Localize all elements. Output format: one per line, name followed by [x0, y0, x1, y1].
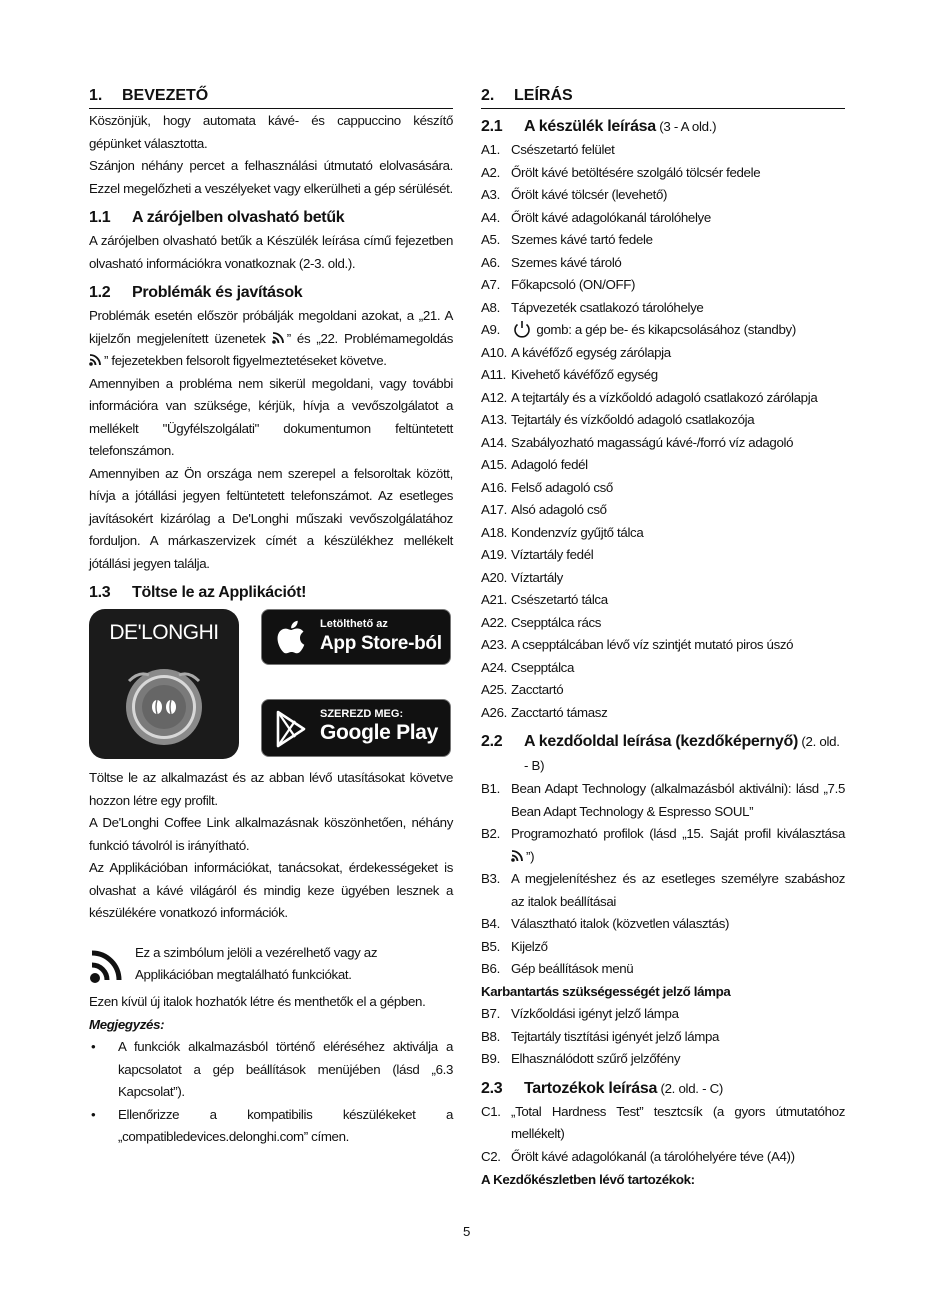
section-2-1-heading	[481, 115, 845, 139]
remote-symbol-legend	[89, 942, 453, 992]
item-text	[511, 184, 845, 207]
list-item	[481, 184, 845, 207]
item-text	[511, 162, 845, 185]
item-code: B2.	[481, 826, 500, 841]
item-text-part: Szemes kávé tartó fedele	[511, 232, 653, 247]
item-text-part: A kávéfőző egység zárólapja	[511, 344, 671, 360]
item-text	[511, 139, 845, 162]
item-text-part: Tejtartály és vízkőoldó adagoló csatlakozója	[511, 412, 755, 427]
app-store-label: App Store-ból	[320, 633, 442, 654]
list-item	[481, 679, 845, 702]
item-text	[511, 544, 845, 567]
item-text	[511, 958, 845, 981]
list-item	[481, 274, 845, 297]
google-play-icon	[274, 709, 310, 749]
section-title: BEVEZETŐ	[122, 87, 209, 104]
list-item	[481, 1101, 845, 1146]
item-text-part: Kivehető kávéfőző egység	[511, 367, 658, 382]
item-text	[511, 207, 845, 230]
item-code: A12.	[481, 389, 507, 405]
item-text	[511, 297, 845, 320]
item-text	[511, 913, 845, 936]
list-item	[481, 1026, 845, 1049]
item-text	[511, 567, 845, 590]
subsection-title: A készülék leírása	[524, 118, 656, 135]
item-text-part: Kijelző	[511, 938, 548, 954]
item-text	[511, 499, 845, 522]
item-text-part: Őrölt kávé tölcsér (levehető)	[511, 187, 668, 202]
subsection-page-ref: (2. old. - C)	[657, 1080, 724, 1096]
intro-paragraph-2: Szánjon néhány percet a felhasználási útmutató elolvasására. Ezzel megelőzheti a veszélyeket vagy elkerülheti a gép sérülését.	[89, 158, 453, 196]
item-text-part: Elhasználódott szűrő jelzőfény	[511, 1051, 681, 1066]
list-item	[481, 319, 845, 342]
list-item	[481, 702, 845, 725]
item-text-part: ”)	[526, 848, 535, 864]
google-play-label: Google Play	[320, 721, 439, 744]
item-text	[511, 1003, 845, 1026]
item-code: B8.	[481, 1028, 500, 1044]
item-text	[511, 936, 845, 959]
power-icon	[511, 320, 533, 338]
item-text-part: Zacctartó támasz	[511, 704, 608, 720]
item-text-part: Kondenzvíz gyűjtő tálca	[511, 524, 644, 540]
item-code: A14.	[481, 434, 507, 450]
item-text	[511, 702, 845, 725]
remote-control-icon	[89, 950, 127, 984]
list-item	[481, 522, 845, 545]
item-code: A20.	[481, 569, 507, 585]
item-code: A1.	[481, 142, 500, 157]
item-text-part: A tejtartály és a vízkőoldó adagoló csatlakozó zárólapja	[511, 389, 818, 405]
item-text-part: Bean Adapt Technology (alkalmazásból aktiválni): lásd „7.5 Bean Adapt Technology & Espresso SOUL”	[511, 781, 845, 819]
item-code: B6.	[481, 961, 500, 976]
item-text-part: Vízkőoldási igényt jelző lámpa	[511, 1006, 679, 1021]
google-play-badge[interactable]	[261, 699, 451, 757]
text-fragment: ” és „22. Problémamegoldás	[286, 330, 453, 346]
item-text-part: Őrölt kávé adagolókanál tárolóhelye	[511, 209, 711, 225]
item-text	[511, 868, 845, 913]
item-code: A15.	[481, 457, 507, 472]
item-code: A9.	[481, 322, 500, 337]
item-text-part: Csepptálca rács	[511, 614, 602, 630]
item-code: A24.	[481, 659, 507, 675]
list-item	[481, 868, 845, 913]
accessories-list	[481, 1101, 845, 1169]
subsection-title: A kezdőoldal leírása (kezdőképernyő)	[524, 733, 799, 750]
subsection-title: Tartozékok leírása	[524, 1079, 658, 1097]
item-code: A4.	[481, 209, 500, 225]
list-item	[481, 544, 845, 567]
item-text-part: Felső adagoló cső	[511, 479, 613, 495]
list-item	[481, 477, 845, 500]
section-1-3-paragraph-2: A De'Longhi Coffee Link alkalmazásnak köszönhetően, néhány funkció távolról is irányítható.	[89, 815, 453, 853]
item-text	[511, 229, 845, 252]
list-item	[481, 499, 845, 522]
item-text-part: Szemes kávé tároló	[511, 254, 622, 270]
item-text-part: Alsó adagoló cső	[511, 502, 607, 517]
remote-control-icon	[89, 353, 104, 366]
item-text-part: Víztartály	[511, 569, 563, 585]
item-text-part: Szabályozható magasságú kávé-/forró víz adagoló	[511, 434, 794, 450]
item-code: C2.	[481, 1148, 501, 1164]
subsection-number: 1.1	[89, 209, 111, 226]
item-code: A17.	[481, 502, 507, 517]
item-code: C1.	[481, 1103, 501, 1119]
remote-control-icon	[272, 331, 287, 344]
remote-symbol-text: Ez a szimbólum jelöli a vezérelhető vagy az Applikációban megtalálható funkciókat.	[135, 944, 378, 982]
item-text-part: A csepptálcában lévő víz szintjét mutató piros úszó	[511, 637, 794, 652]
section-1-3-paragraph-1: Töltse le az alkalmazást és az abban lévő utasításokat követve hozzon létre egy profilt.	[89, 770, 453, 808]
item-code: A10.	[481, 344, 507, 360]
intro-paragraph-1: Köszönjük, hogy automata kávé- és cappuccino készítő gépünket választotta.	[89, 113, 453, 151]
item-text	[511, 823, 845, 868]
list-item	[481, 823, 845, 868]
section-2-3-heading	[481, 1077, 845, 1101]
list-item	[481, 936, 845, 959]
item-code: B7.	[481, 1006, 500, 1021]
item-code: B5.	[481, 938, 500, 954]
list-item	[481, 634, 845, 657]
item-code: B9.	[481, 1051, 500, 1066]
section-1-2-paragraph-1	[89, 305, 453, 373]
page-number: 5	[462, 1224, 471, 1239]
section-1-3-paragraph-4: Ezen kívül új italok hozhatók létre és menthetők el a gépben.	[89, 994, 426, 1009]
item-text-part: Őrölt kávé adagolókanál (a tárolóhelyére téve (A4))	[511, 1148, 795, 1164]
note-bullet-text: Ellenőrizze a kompatibilis készülékeket a „compatibledevices.delonghi.com” címen.	[118, 1106, 453, 1144]
item-code: A11.	[481, 367, 506, 382]
item-text	[511, 477, 845, 500]
list-item	[481, 1048, 845, 1071]
item-text-part: „Total Hardness Test” tesztcsík (a gyors útmutatóhoz mellékelt)	[511, 1103, 845, 1141]
item-code: A7.	[481, 277, 500, 292]
appliance-parts-list	[481, 139, 845, 724]
item-text	[511, 387, 845, 410]
text-fragment: Problémák esetén először próbálják megoldani azokat, a „21. A kijelzőn megjelenített üzenetek	[89, 308, 453, 346]
section-1-2-paragraph-3: Amennyiben az Ön országa nem szerepel a felsoroltak között, hívja a jótállási jegyen feltüntetett telefonszámot. Az esetleges javításokért kizárólag a De'Longhi műszaki vevőszolgálatához forduljon. A márkaszervizek címét a készülékhez mellékelt jótállási jegyen találja.	[89, 465, 453, 571]
item-code: A5.	[481, 232, 500, 247]
coffee-cup-icon	[89, 609, 239, 759]
note-bullet	[89, 1036, 453, 1104]
note-bullet-text: A funkciók alkalmazásból történő eléréséhez aktiválja a kapcsolatot a gép beállítások menüjében (lásd „6.3 Kapcsolat”).	[118, 1039, 453, 1099]
list-item	[481, 162, 845, 185]
subsection-number: 2.3	[481, 1079, 503, 1097]
subsection-title: A zárójelben olvasható betűk	[132, 209, 345, 226]
subsection-number: 2.2	[481, 733, 503, 750]
item-text	[511, 319, 845, 342]
item-text	[511, 522, 845, 545]
item-text-part: Főkapcsoló (ON/OFF)	[511, 277, 636, 292]
section-number: 1.	[89, 87, 103, 104]
bullet-dot: •	[91, 1039, 96, 1054]
list-item	[481, 913, 845, 936]
item-code: A23.	[481, 637, 507, 652]
list-item	[481, 252, 845, 275]
list-item	[481, 657, 845, 680]
remote-symbol-box	[89, 942, 135, 992]
item-code: A2.	[481, 164, 500, 180]
section-1-1-heading	[89, 206, 453, 230]
delonghi-app-icon[interactable]	[89, 609, 239, 759]
note-bullet	[89, 1104, 453, 1149]
item-text	[511, 778, 845, 823]
list-item	[481, 409, 845, 432]
item-code: B1.	[481, 781, 500, 796]
item-text	[511, 409, 845, 432]
list-item	[481, 297, 845, 320]
item-code: B3.	[481, 871, 500, 886]
list-item	[481, 1003, 845, 1026]
section-1-2-heading	[89, 281, 453, 305]
item-text	[511, 1026, 845, 1049]
app-store-badge[interactable]	[261, 609, 451, 665]
subsection-number: 1.2	[89, 284, 111, 301]
right-column	[481, 84, 845, 1192]
item-code: A16.	[481, 479, 507, 495]
item-text-part: Őrölt kávé betöltésére szolgáló tölcsér fedele	[511, 164, 761, 180]
section-1-3-heading	[89, 581, 453, 605]
item-code: A21.	[481, 592, 507, 607]
subsection-number: 1.3	[89, 584, 111, 601]
item-text	[511, 1048, 845, 1071]
home-screen-list	[481, 778, 845, 981]
item-code: A6.	[481, 254, 500, 270]
list-item	[481, 567, 845, 590]
remote-control-icon	[511, 849, 526, 862]
item-code: A19.	[481, 547, 507, 562]
list-item	[481, 342, 845, 365]
subsection-page-ref: (3 - A old.)	[655, 119, 717, 134]
list-item	[481, 229, 845, 252]
list-item	[481, 432, 845, 455]
list-item	[481, 589, 845, 612]
left-column	[89, 84, 453, 1149]
section-1-2-paragraph-2: Amennyiben a probléma nem sikerül megoldani, vagy további információra van szüksége, kérjük, hívja a vevőszolgálatot a mellékelt "Ügyfélszolgálati" dokumentumon feltüntetett telefonszámon.	[89, 375, 453, 458]
starter-kit-heading: A Kezdőkészletben lévő tartozékok:	[481, 1172, 695, 1187]
item-code: A26.	[481, 704, 507, 720]
item-text	[511, 634, 845, 657]
item-text-part: Csepptálca	[511, 659, 575, 675]
list-item	[481, 778, 845, 823]
item-text-part: Választható italok (közvetlen választás)	[511, 916, 730, 931]
list-item	[481, 1146, 845, 1169]
item-text	[511, 657, 845, 680]
app-store-caption: Letölthető az	[320, 618, 388, 630]
item-text	[511, 252, 845, 275]
item-text-part: gomb: a gép be- és kikapcsolásához (standby)	[533, 322, 796, 337]
item-text	[511, 1101, 845, 1146]
maintenance-lamp-list	[481, 1003, 845, 1071]
item-text-part: Víztartály fedél	[511, 547, 594, 562]
item-text	[511, 274, 845, 297]
item-code: A8.	[481, 299, 500, 315]
text-fragment: ” fejezetekben felsorolt figyelmeztetéseket követve.	[104, 353, 387, 368]
item-code: A3.	[481, 187, 500, 202]
item-text	[511, 432, 845, 455]
item-text-part: Zacctartó	[511, 682, 564, 697]
item-text-part: Gép beállítások menü	[511, 961, 634, 976]
section-1-1-text: A zárójelben olvasható betűk a Készülék leírása című fejezetben olvasható információkra vonatkoznak (2-3. old.).	[89, 233, 453, 271]
item-code: A22.	[481, 614, 507, 630]
item-code: A18.	[481, 524, 507, 540]
section-1-heading	[89, 84, 453, 109]
note-label: Megjegyzés:	[89, 1016, 165, 1032]
item-text	[511, 679, 845, 702]
list-item	[481, 958, 845, 981]
section-2-heading	[481, 84, 845, 109]
google-play-caption: SZEREZD MEG:	[320, 708, 404, 720]
item-text	[511, 364, 845, 387]
subsection-title: Töltse le az Applikációt!	[132, 584, 307, 601]
list-item	[481, 207, 845, 230]
item-text-part: Adagoló fedél	[511, 457, 588, 472]
item-text	[511, 342, 845, 365]
lamp-heading: Karbantartás szükségességét jelző lámpa	[481, 983, 731, 999]
item-text-part: A megjelenítéshez és az esetleges személyre szabáshoz az italok beállításai	[511, 871, 845, 909]
item-code: A13.	[481, 412, 507, 427]
list-item	[481, 387, 845, 410]
list-item	[481, 364, 845, 387]
item-code: B4.	[481, 916, 500, 931]
section-2-2-heading	[481, 730, 845, 778]
subsection-number: 2.1	[481, 118, 503, 135]
section-1-3-paragraph-3: Az Applikációban információkat, tanácsokat, érdekességeket is olvashat a kávé világáról és mindig keze ügyében lesznek a készülékére vonatkozó információk.	[89, 860, 453, 920]
item-text-part: Csészetartó felület	[511, 142, 615, 157]
app-download-area	[89, 609, 453, 759]
apple-icon	[276, 617, 310, 657]
item-code: A25.	[481, 682, 507, 697]
item-text	[511, 454, 845, 477]
subsection-page-ref: (2. old. - B)	[524, 734, 840, 773]
app-brand-label: DE'LONGHI	[109, 621, 219, 644]
bullet-dot: •	[91, 1106, 96, 1122]
item-text-part: Programozható profilok (lásd „15. Saját profil kiválasztása	[511, 826, 845, 841]
item-text	[511, 1146, 845, 1169]
list-item	[481, 612, 845, 635]
list-item	[481, 454, 845, 477]
item-text-part: Csészetartó tálca	[511, 592, 608, 607]
section-number: 2.	[481, 87, 495, 104]
item-text	[511, 612, 845, 635]
section-title: LEÍRÁS	[514, 87, 573, 104]
subsection-title: Problémák és javítások	[132, 284, 303, 301]
item-text-part: Tejtartály tisztítási igényét jelző lámpa	[511, 1028, 720, 1044]
item-text-part: Tápvezeték csatlakozó tárolóhelye	[511, 299, 704, 315]
list-item	[481, 139, 845, 162]
item-text	[511, 589, 845, 612]
